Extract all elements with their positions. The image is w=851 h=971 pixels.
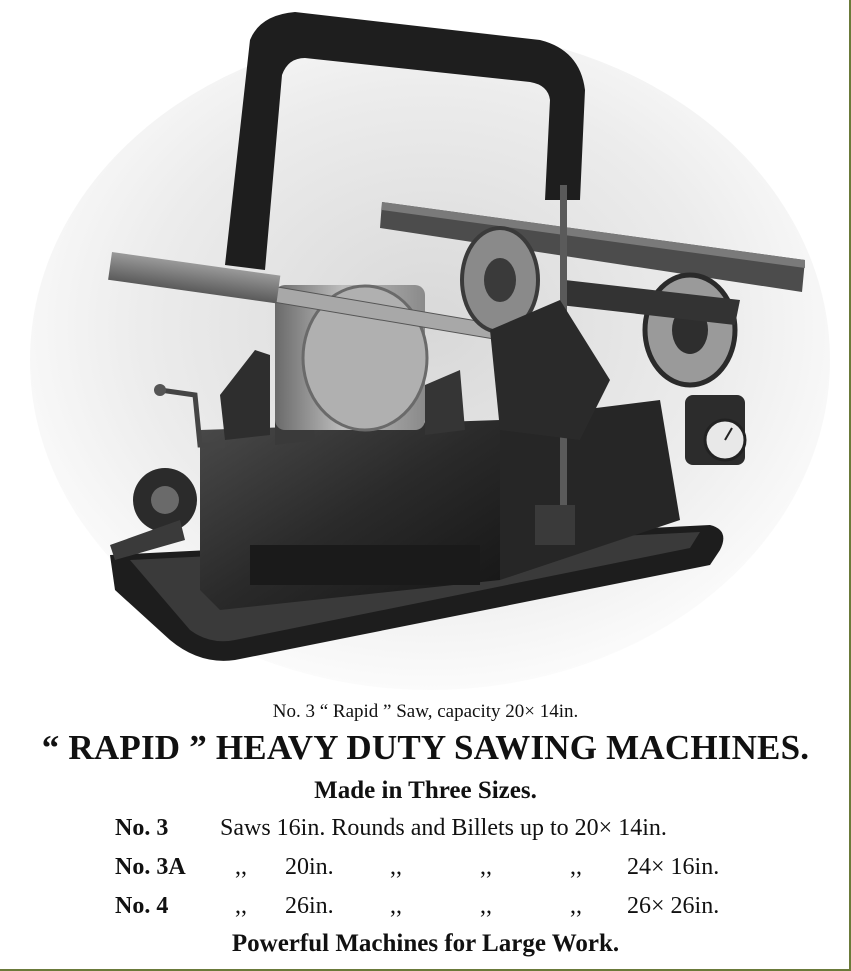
- ditto-mark: ,,: [480, 854, 492, 880]
- model-label: No. 3: [115, 815, 169, 841]
- spec-row-no3: [0, 815, 851, 849]
- capacity: 26× 26in.: [627, 893, 720, 919]
- ditto-mark: ,,: [235, 893, 247, 919]
- figure-caption: No. 3 “ Rapid ” Saw, capacity 20× 14in.: [272, 701, 579, 722]
- ditto-mark: ,,: [390, 893, 402, 919]
- ditto-mark: ,,: [570, 893, 582, 919]
- capacity: 24× 16in.: [627, 854, 720, 880]
- model-label: No. 3A: [115, 854, 186, 880]
- spec-row-no3a: [0, 854, 851, 888]
- round-size: 20in.: [285, 854, 334, 880]
- sawing-machine-illustration: [20, 0, 835, 700]
- model-label: No. 4: [115, 893, 169, 919]
- ditto-mark: ,,: [480, 893, 492, 919]
- page-headline: “ RAPID ” HEAVY DUTY SAWING MACHINES.: [41, 728, 810, 767]
- ditto-mark: ,,: [235, 854, 247, 880]
- ditto-mark: ,,: [570, 854, 582, 880]
- spec-description: Saws 16in. Rounds and Billets up to 20× 14in.: [220, 815, 667, 841]
- sizes-subheading: Made in Three Sizes.: [314, 777, 537, 804]
- spec-row-no4: [0, 893, 851, 927]
- ditto-mark: ,,: [390, 854, 402, 880]
- round-size: 26in.: [285, 893, 334, 919]
- footer-tagline: Powerful Machines for Large Work.: [231, 930, 620, 957]
